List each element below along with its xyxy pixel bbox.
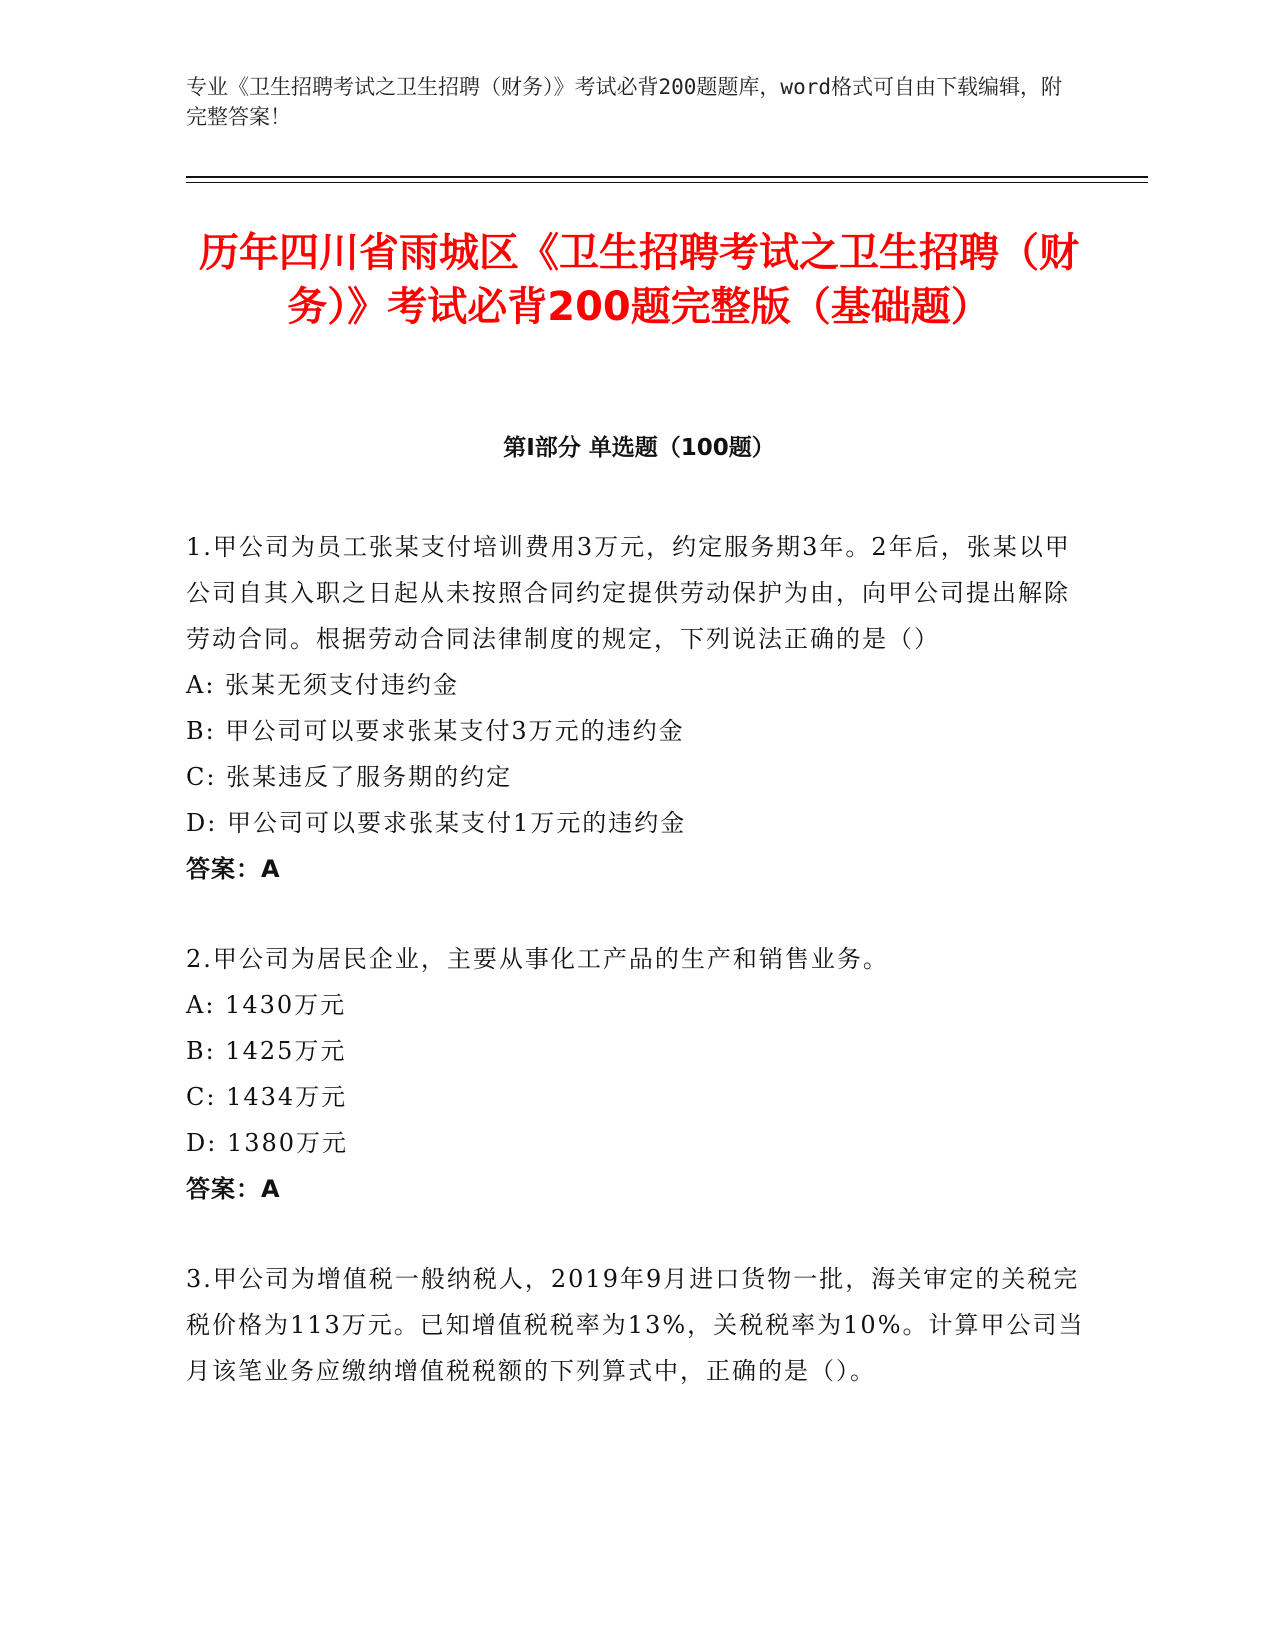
header-divider-thin bbox=[186, 182, 1148, 183]
option-a: A: 张某无须支付违约金 bbox=[186, 671, 460, 699]
option-d: D: 1380万元 bbox=[186, 1129, 349, 1157]
question-3 bbox=[186, 1256, 1086, 1394]
answer-line: 答案：A bbox=[186, 855, 281, 883]
option-b: B: 甲公司可以要求张某支付3万元的违约金 bbox=[186, 717, 685, 745]
header-note: 专业《卫生招聘考试之卫生招聘（财务）》考试必背200题题库，word格式可自由下载编辑，附完整答案！ bbox=[186, 75, 1062, 129]
header-divider-thick bbox=[186, 176, 1148, 178]
answer-line: 答案：A bbox=[186, 1175, 281, 1203]
question-1 bbox=[186, 524, 1086, 892]
section-heading: 第I部分 单选题（100题） bbox=[503, 435, 775, 461]
option-d: D: 甲公司可以要求张某支付1万元的违约金 bbox=[186, 809, 687, 837]
question-stem: 3.甲公司为增值税一般纳税人，2019年9月进口货物一批，海关审定的关税完税价格为113万元。已知增值税税率为13%，关税税率为10%。计算甲公司当月该笔业务应缴纳增值税税额的下列算式中，正确的是（）。 bbox=[186, 1265, 1085, 1385]
option-b: B: 1425万元 bbox=[186, 1037, 347, 1065]
option-c: C: 1434万元 bbox=[186, 1083, 348, 1111]
option-a: A: 1430万元 bbox=[186, 991, 347, 1019]
question-stem: 2.甲公司为居民企业，主要从事化工产品的生产和销售业务。 bbox=[186, 945, 889, 973]
option-c: C: 张某违反了服务期的约定 bbox=[186, 763, 513, 791]
question-stem: 1.甲公司为员工张某支付培训费用3万元，约定服务期3年。2年后，张某以甲公司自其入职之日起从未按照合同约定提供劳动保护为由，向甲公司提出解除劳动合同。根据劳动合同法律制度的规定，下列说法正确的是（） bbox=[186, 533, 1071, 653]
document-title: 历年四川省雨城区《卫生招聘考试之卫生招聘（财务）》考试必背200题完整版（基础题） bbox=[199, 230, 1079, 330]
question-2 bbox=[186, 936, 1086, 1212]
question-list bbox=[186, 524, 1086, 1438]
